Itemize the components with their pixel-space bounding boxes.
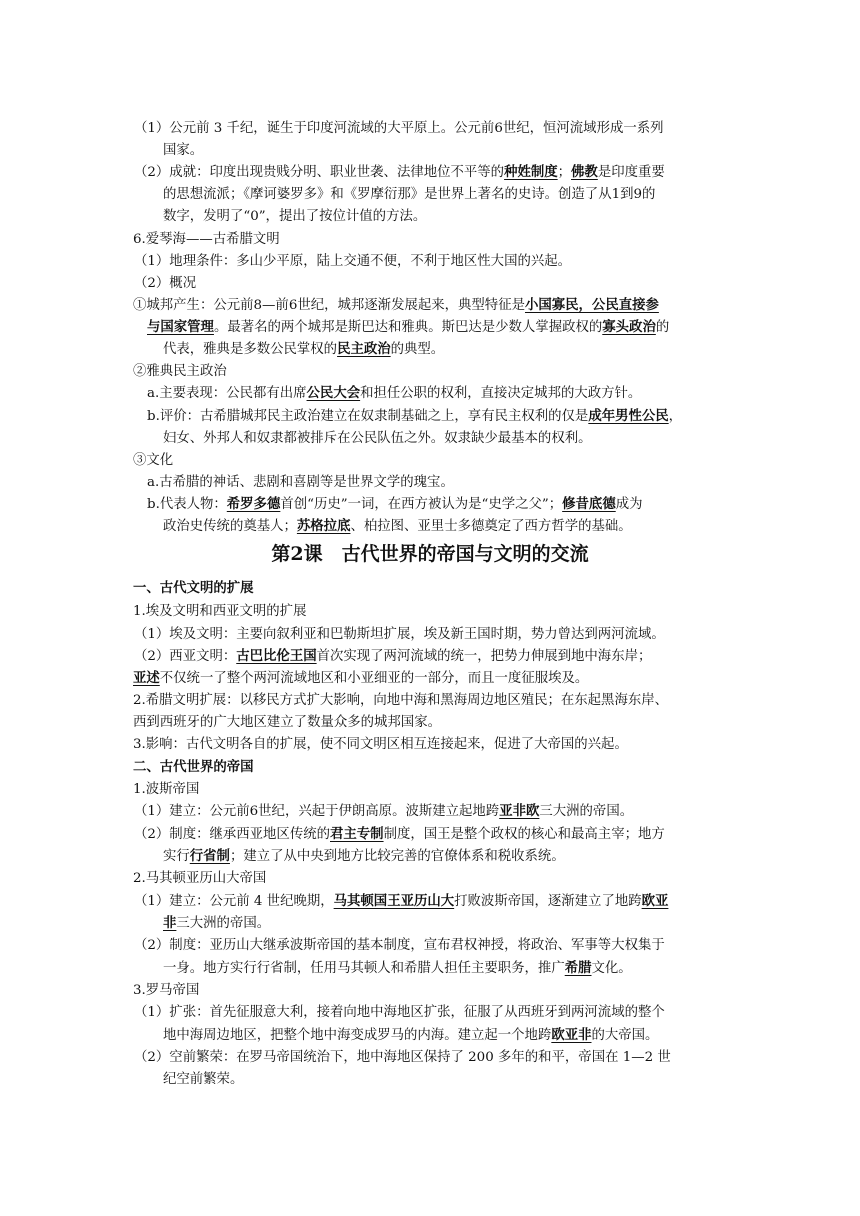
- text-line: [134, 1001, 665, 1024]
- key-term: 佛教: [571, 164, 598, 180]
- text-line: [133, 449, 173, 472]
- text-run: 政治史传统的奠基人；: [163, 519, 297, 534]
- text-run: 文化。: [591, 961, 632, 976]
- text-line: [133, 689, 668, 712]
- text-line: [163, 338, 444, 361]
- text-line: [163, 205, 426, 228]
- key-term: 种姓制度: [504, 164, 558, 180]
- text-run: 国家。: [163, 143, 204, 158]
- section-heading: [133, 577, 254, 600]
- text-run: 的思想流派；《摩诃婆罗多》和《罗摩衍那》是世界上著名的史诗。创造了从1到9的: [163, 187, 656, 202]
- lesson-title: 第2课 古代世界的帝国与文明的交流: [271, 543, 589, 565]
- key-term: 苏格拉底: [296, 518, 351, 534]
- key-term: 修昔底德: [562, 496, 616, 512]
- text-run: ①城邦产生：公元前8—前6世纪，城邦逐渐发展起来，典型特征是: [133, 298, 525, 313]
- text-run: （1）建立：公元前6世纪，兴起于伊朗高原。波斯建立起地跨: [134, 804, 500, 819]
- text-run: 纪空前繁荣。: [163, 1072, 244, 1087]
- key-term: 行省制: [189, 848, 230, 864]
- text-line: [133, 600, 306, 623]
- text-run: 一身。地方实行行省制，任用马其顿人和希腊人担任主要职务，推广: [163, 961, 565, 976]
- text-line: [163, 515, 632, 538]
- text-line: [134, 800, 633, 823]
- text-run: 3.影响：古代文明各自的扩展，使不同文明区相互连接起来，促进了大帝国的兴起。: [133, 737, 628, 752]
- text-line: [147, 493, 643, 516]
- key-term: 亚述: [133, 670, 160, 686]
- text-line: [163, 427, 592, 450]
- text-run: （2）制度：亚历山大继承波斯帝国的基本制度，宣布君权神授，将政治、军事等大权集于: [134, 938, 665, 953]
- text-run: 二、古代世界的帝国: [133, 759, 254, 775]
- text-line: [134, 250, 571, 273]
- text-line: [163, 845, 565, 868]
- text-run: ②雅典民主政治: [133, 364, 227, 379]
- text-run: （2）空前繁荣：在罗马帝国统治下，地中海地区保持了 200 多年的和平，帝国在 1—2 世: [134, 1050, 671, 1065]
- text-run: （2）概况: [134, 276, 197, 291]
- key-term: 希腊: [564, 960, 592, 976]
- text-run: 和担任公职的权利，直接决定城邦的大政方针。: [360, 386, 642, 401]
- text-line: [134, 1046, 671, 1069]
- text-line: [134, 272, 196, 295]
- text-line: [133, 228, 280, 251]
- key-term: 寡头政治: [602, 319, 656, 335]
- text-line: [134, 934, 665, 957]
- text-run: （1）建立：公元前 4 世纪晚期，: [134, 894, 334, 909]
- text-line: [134, 623, 665, 646]
- text-run: 3.罗马帝国: [133, 983, 200, 998]
- text-run: 三大洲的帝国。: [176, 916, 271, 931]
- text-line: [133, 867, 266, 890]
- text-run: b.代表人物：: [147, 497, 227, 512]
- key-term: 亚非欧: [499, 803, 540, 819]
- text-run: 成为: [615, 497, 643, 512]
- text-line: [163, 1068, 243, 1091]
- text-run: 地中海周边地区，把整个地中海变成罗马的内海。建立起一个地跨: [163, 1028, 552, 1043]
- text-line: [133, 294, 659, 317]
- text-run: 1.埃及文明和西亚文明的扩展: [133, 604, 307, 619]
- text-line: [163, 139, 203, 162]
- text-run: （1）地理条件：多山少平原，陆上交通不便，不利于地区性大国的兴起。: [134, 254, 572, 269]
- text-run: 西到西班牙的广大地区建立了数量众多的城邦国家。: [133, 715, 441, 730]
- text-line: [133, 667, 588, 690]
- text-run: （1）公元前 3 千纪，诞生于印度河流域的大平原上。公元前6世纪，恒河流域形成一系列: [134, 121, 664, 136]
- text-run: 打败波斯帝国，逐渐建立了地跨: [454, 894, 642, 909]
- text-run: a.古希腊的神话、悲剧和喜剧等是世界文学的瑰宝。: [147, 475, 454, 490]
- key-term: 成年男性公民: [588, 408, 669, 424]
- text-line: [134, 645, 651, 668]
- key-term: 非: [163, 915, 177, 931]
- text-line: [163, 912, 270, 935]
- text-line: [134, 117, 664, 140]
- text-run: a.主要表现：公民都有出席: [147, 386, 307, 401]
- text-run: 、柏拉图、亚里士多德奠定了西方哲学的基础。: [350, 519, 632, 534]
- text-run: （2）成就：印度出现贵贱分明、职业世袭、法律地位不平等的: [134, 165, 505, 180]
- section-heading: [133, 756, 254, 779]
- text-run: 首次实现了两河流域的统一，把势力伸展到地中海东岸；: [316, 649, 652, 664]
- text-run: 是印度重要: [597, 165, 665, 180]
- text-line: [134, 161, 665, 184]
- text-line: [133, 733, 628, 756]
- text-run: b.评价：古希腊城邦民主政治建立在奴隶制基础之上，享有民主权利的仅是: [147, 409, 589, 424]
- text-run: 一、古代文明的扩展: [133, 580, 254, 596]
- text-line: [134, 823, 665, 846]
- text-line: [147, 471, 454, 494]
- text-run: 的大帝国。: [591, 1028, 659, 1043]
- text-line: [133, 360, 227, 383]
- key-term: 民主政治: [337, 341, 391, 357]
- text-run: ；: [557, 165, 572, 180]
- text-run: 制度，国王是整个政权的核心和最高主宰；地方: [383, 827, 665, 842]
- key-term: 希罗多德: [226, 496, 281, 512]
- text-line: [133, 711, 441, 734]
- text-run: 2.希腊文明扩展：以移民方式扩大影响，向地中海和黑海周边地区殖民；在东起黑海东岸、: [133, 693, 669, 708]
- text-run: 代表，雅典是多数公民掌权的: [163, 342, 338, 357]
- text-line: [163, 957, 632, 980]
- text-run: 妇女、外邦人和奴隶都被排斥在公民队伍之外。奴隶缺少最基本的权利。: [163, 431, 592, 446]
- text-line: [147, 382, 641, 405]
- text-run: （1）扩张：首先征服意大利，接着向地中海地区扩张，征服了从西班牙到两河流域的整个: [134, 1005, 665, 1020]
- text-run: 首创“历史”一词，在西方被认为是“史学之父”；: [280, 497, 563, 512]
- text-run: （1）埃及文明：主要向叙利亚和巴勒斯坦扩展，埃及新王国时期，势力曾达到两河流域。: [134, 627, 665, 642]
- text-run: 三大洲的帝国。: [539, 804, 634, 819]
- text-run: 2.马其顿亚历山大帝国: [133, 871, 267, 886]
- text-run: ③文化: [133, 453, 174, 468]
- text-run: 1.波斯帝国: [133, 782, 200, 797]
- text-run: 6.爱琴海——古希腊文明: [133, 232, 280, 247]
- key-term: 欧亚非: [551, 1027, 592, 1043]
- text-run: ，: [668, 409, 683, 424]
- text-run: （2）西亚文明：: [134, 649, 237, 664]
- text-run: 实行: [163, 849, 190, 864]
- key-term: 与国家管理: [147, 319, 214, 335]
- text-run: 不仅统一了整个两河流域地区和小亚细亚的一部分，而且一度征服埃及。: [159, 671, 589, 686]
- key-term: 君主专制: [330, 826, 384, 842]
- text-run: 的典型。: [390, 342, 445, 357]
- text-line: [147, 316, 669, 339]
- key-term: 公民大会: [306, 385, 361, 401]
- key-term: 古巴比伦王国: [236, 648, 317, 664]
- text-line: [134, 890, 668, 913]
- text-line: [133, 778, 199, 801]
- text-line: [163, 1024, 658, 1047]
- text-line: [147, 405, 682, 428]
- key-term: 欧亚: [641, 893, 669, 909]
- key-term: 马其顿国王亚历山大: [333, 893, 455, 909]
- text-run: （2）制度：继承西亚地区传统的: [134, 827, 330, 842]
- text-run: 数字，发明了“0”，提出了按位计值的方法。: [163, 209, 427, 224]
- text-run: ；建立了从中央到地方比较完善的官僚体系和税收系统。: [229, 849, 565, 864]
- key-term: 小国寡民，公民直接参: [524, 297, 659, 313]
- text-line: [133, 979, 199, 1002]
- text-line: [163, 183, 655, 206]
- text-run: 。最著名的两个城邦是斯巴达和雅典。斯巴达是少数人掌握政权的: [213, 320, 603, 335]
- text-run: 的: [655, 320, 670, 335]
